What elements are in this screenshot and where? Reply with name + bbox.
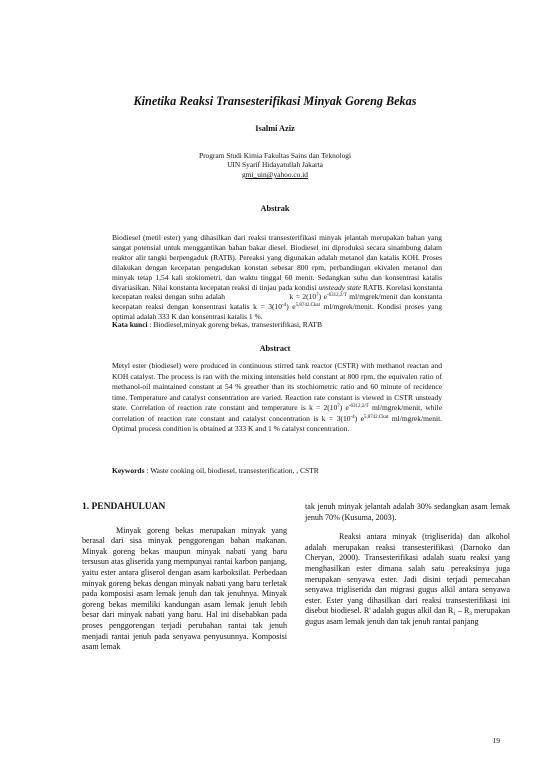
keywords-label: Keywords [112, 466, 145, 475]
r1-subscript: 1 [453, 612, 456, 618]
right-paragraph-2-text: Reaksi antara minyak (trigliserida) dan alkohol adalah merupakan reaksi transesterifikasi (Darnoko dan Cheryan, 2000). Transesterifikasi adalah suatu reaksi yang menghasilkan ester dimana salah satu pereaksinya juga merupakan senyawa ester. Jadi disini terjadi pemecahan senyawa trigliserida dan migrasi gugus alkil antara senyawa ester. Ester yang dihasilkan dari reaksi transesterifikasi ini disebut biodiesel. R' adalah gugus alkil dan R [305, 532, 510, 616]
left-paragraph: Minyak goreng bekas merupakan minyak yang berasal dari sisa minyak penggorengan bahan makanan. Minyak goreng bekas maupun minyak nabati yang baru tersusun atas gliserida yang mempunyai rantai karbon panjang, yaitu ester antara gliserol dengan asam karboksilat. Perbedaan minyak goreng bekas dengan minyak nabati yang baru terletak pada komposisi asam lemak jenuh dan tak jenuhnya. Minyak goreng bekas memiliki kandungan asam lemak jenuh lebih besar dari minyak nabati yang baru. Hal ini disebabkan pada proses penggorengan terjadi perubahan rantai tak jenuh menjadi rantai jenuh pada senyawa penyusunnya. Komposisi asam lemak [82, 525, 287, 652]
abstract-eq1-e: ) e [339, 403, 349, 412]
kata-kunci-label: Kata kunci [112, 320, 148, 329]
abstract-eq1-base: k = 2(10 [309, 403, 338, 412]
abstract-eq1-exp2: -6312,2/T [348, 404, 369, 409]
abstrak-eq1-exp2: -6312,2/T [326, 293, 347, 299]
abstract-equation-1 [309, 403, 369, 412]
r3-subscript: 3 [469, 612, 472, 618]
abstrak-text-3: ml/mgrek/menit dan konstanta kecepatan reaksi dengan konsentrasi katalis [112, 292, 443, 312]
abstrak-eq1-e: ) e [318, 292, 327, 302]
abstrak-eq2-base: k = 3(10 [253, 302, 283, 312]
abstract-eq2-e: ) e [354, 413, 364, 423]
abstrak-eq2-exp2: 5,8742.Ckat [295, 303, 321, 309]
author-name: Isalmi Aziz [255, 124, 295, 133]
abstract-text-1: Metyl ester (biodiesel) were produced in continuous stirred tank reactor (CSTR) with methanol reactan and KOH catalyst. The process is ran with the mixing intensities held constant at 800 rpm, the equivalen ratio of methanol-oil maintained constant at 54 % greather than its stochiometric ratio and 60 minute of recidence time. Temperature and catalyst consentration are varied. Reaction rate constant is viewed in CSTR unsteady state. Correlation of reaction rate constant and temperature is [112, 361, 442, 412]
kata-kunci [112, 320, 442, 329]
abstract-body [112, 361, 442, 435]
abstrak-eq2-exp: -4 [282, 303, 287, 309]
abstrak-body [112, 233, 442, 322]
abstrak-eq1-base: k = 2(10 [289, 292, 317, 302]
kata-kunci-text: : Biodiesel,minyak goreng bekas, transesterifikasi, RATB [149, 320, 322, 329]
abstract-eq2-base: k = 3(10 [321, 413, 351, 423]
abstract-equation-2 [322, 414, 389, 423]
abstract-eq2-exp2: 5,8742.Ckat [363, 414, 389, 420]
abstrak-italic-term: unsteady state [318, 282, 362, 292]
abstrak-eq1-exp: 7 [316, 293, 319, 299]
abstrak-text-4: ml/mgrek/menit. Kondisi proses yang optimal adalah 333 K dan konsentrasi katalis 1 %. [112, 302, 443, 322]
affiliation-line-2: UIN Syarif Hidayatullah Jakarta [227, 160, 323, 169]
abstrak-equation-2 [253, 302, 320, 311]
abstract-text-2: ml/mgrek/menit, while correlation of reaction rate constant and catalyst concentration is [112, 403, 443, 423]
keywords-text: : Waste cooking oil, biodiesel, transesterification, , CSTR [146, 466, 319, 475]
paper-title: Kinetika Reaksi Transesterifikasi Minyak Goreng Bekas [133, 94, 417, 108]
right-paragraph-1: tak jenuh minyak jelantah adalah 30% sedangkan asam lemak jenuh 70% (Kusuma, 2003). [305, 502, 510, 522]
keywords [112, 466, 442, 475]
abstract-heading: Abstract [259, 344, 291, 353]
r-range-dash: – R [455, 606, 470, 616]
abstract-text-3: ml/mgrek/menit. Optimal process condition is obtained at 333 K and 1 % catalyst concentration. [112, 413, 443, 433]
left-column [82, 502, 287, 653]
abstrak-eq2-e: ) e [286, 302, 296, 312]
abstrak-text-1: Biodiesel (metil ester) yang dihasilkan dari reaksi transesterifikasi minyak jelantah merupakan bahan yang sangat potensial untuk menggantikan bahan bakar diesel. Biodiesel ini diproduksi secara sinambung dalam reaktor alir tangki berpengaduk (RATB). Pereaksi yang digunakan adalah metanol dan katalis KOH. Proses dilakukan dengan kecepatan pengadukan konstan sebesar 800 rpm, perbandingan ekivalen metanol dan minyak tetap 1,54 kali stokiometri, dan waktu tinggal 60 menit. Sedangkan suhu dan konsentrasi katalis divariasikan. Nilai konstanta kecepatan reaksi di tinjau pada kondisi [112, 233, 442, 292]
right-paragraph-2 [305, 532, 510, 627]
author-email-link[interactable]: gmi_uin@yahoo.co.id [242, 170, 308, 179]
right-column [305, 502, 510, 628]
abstrak-heading: Abstrak [260, 204, 290, 213]
abstrak-equation-1 [290, 292, 347, 301]
abstract-eq2-exp: -4 [350, 414, 355, 420]
section-heading-pendahuluan: 1. PENDAHULUAN [82, 502, 166, 512]
page-number: 19 [492, 736, 500, 745]
abstrak-text-2: RATB. Korelasi konstanta kecepatan reaksi dengan suhu adalah [112, 282, 443, 302]
affiliation-line-1: Program Studi Kimia Fakultas Sains dan Teknologi [198, 151, 352, 160]
author-email[interactable] [0, 170, 550, 179]
abstract-eq1-exp: 7 [337, 404, 340, 409]
right-paragraph-2-end: merupakan gugus asam lemak jenuh dan tak jenuh rantai panjang [305, 606, 510, 626]
